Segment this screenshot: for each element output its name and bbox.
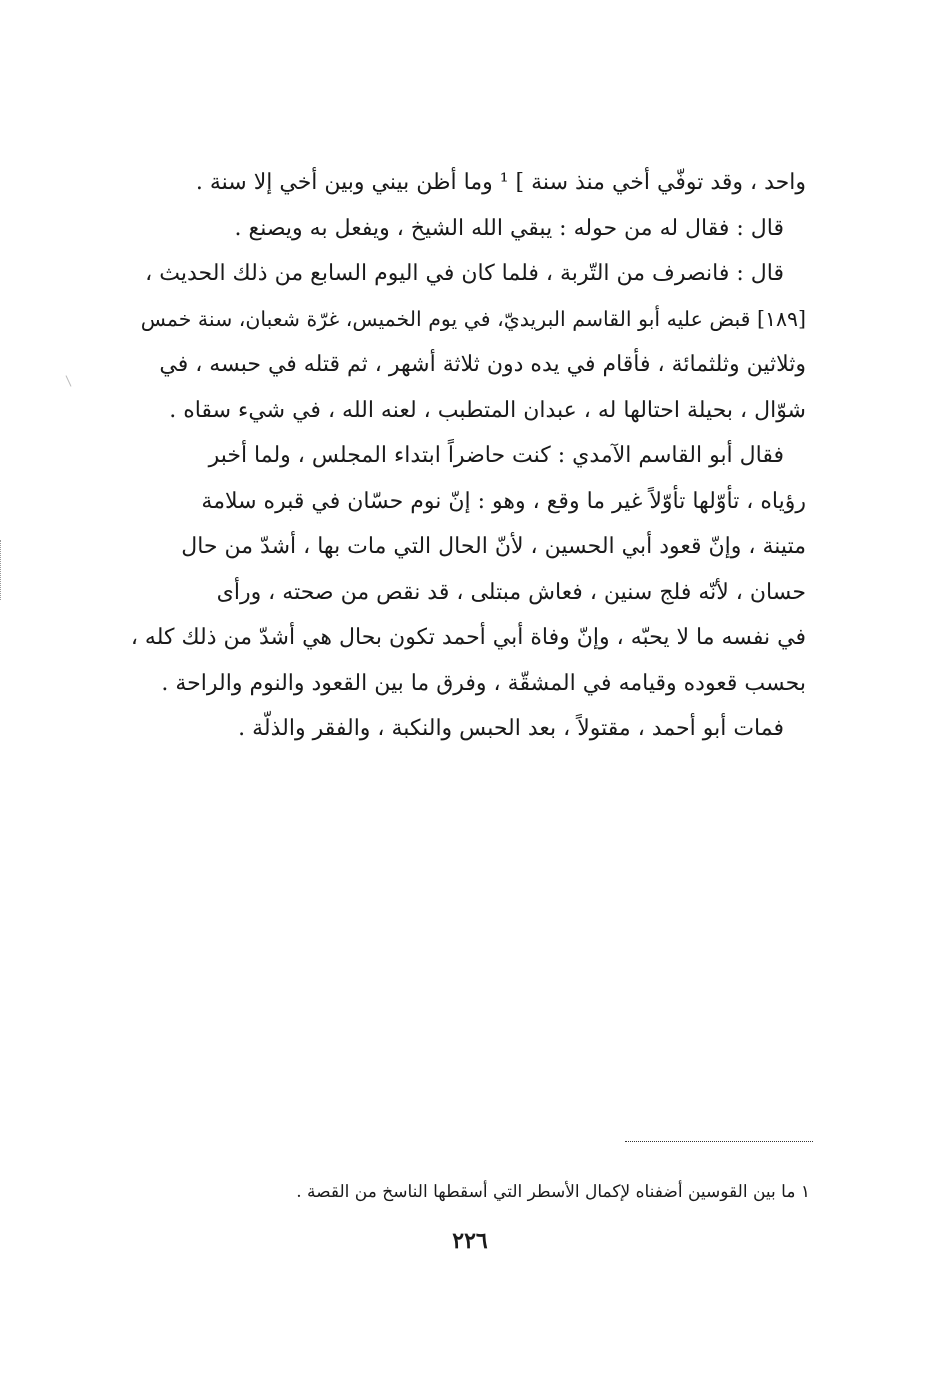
footnote: ١ ما بين القوسين أضفناه لإكمال الأسطر التي أسقطها الناسخ من القصة . [296, 1182, 810, 1202]
text-line: وثلاثين وثلثمائة ، فأقام في يده دون ثلاثة أشهر ، ثم قتله في حبسه ، في [159, 352, 806, 377]
text-line: رؤياه ، تأوّلها تأوّلاً غير ما وقع ، وهو : إنّ نوم حسّان في قبره سلامة [201, 488, 806, 514]
text-line: حسان ، لأنّه فلج سنين ، فعاش مبتلى ، قد نقص من صحته ، ورأى [216, 579, 806, 605]
text-line: [١٨٩] قبض عليه أبو القاسم البريديّ، في يوم الخميس، غرّة شعبان، سنة خمس [140, 306, 806, 331]
page-number: ٢٢٦ [452, 1228, 488, 1254]
margin-tick-mark [66, 375, 72, 386]
footnote-divider [625, 1141, 813, 1142]
text-line: واحد ، وقد توفّي أخي منذ سنة ] ¹ وما أظن بيني وبين أخي إلا سنة . [195, 170, 806, 195]
scan-edge-mark [0, 540, 5, 600]
text-line: شوّال ، بحيلة احتالها له ، عبدان المتطبب ، لعنه الله ، في شيء سقاه . [169, 397, 806, 423]
text-line: قال : فقال له من حوله : يبقي الله الشيخ ، ويفعل به ويصنع . [234, 215, 784, 241]
text-line: بحسب قعوده وقيامه في المشقّة ، وفرق ما بين القعود والنوم والراحة . [161, 670, 806, 696]
text-line: قال : فانصرف من التّربة ، فلما كان في اليوم السابع من ذلك الحديث ، [145, 261, 784, 286]
text-line: في نفسه ما لا يحبّه ، وإنّ وفاة أبي أحمد تكون بحال هي أشدّ من ذلك كله ، [130, 625, 806, 650]
main-text [130, 160, 806, 752]
text-line: فمات أبو أحمد ، مقتولاً ، بعد الحبس والنكبة ، والفقر والذلّة . [238, 716, 784, 741]
text-line: فقال أبو القاسم الآمدي : كنت حاضراً ابتداء المجلس ، ولما أخبر [208, 443, 784, 468]
text-line: متينة ، وإنّ قعود أبي الحسين ، لأنّ الحال التي مات بها ، أشدّ من حال [181, 534, 806, 559]
